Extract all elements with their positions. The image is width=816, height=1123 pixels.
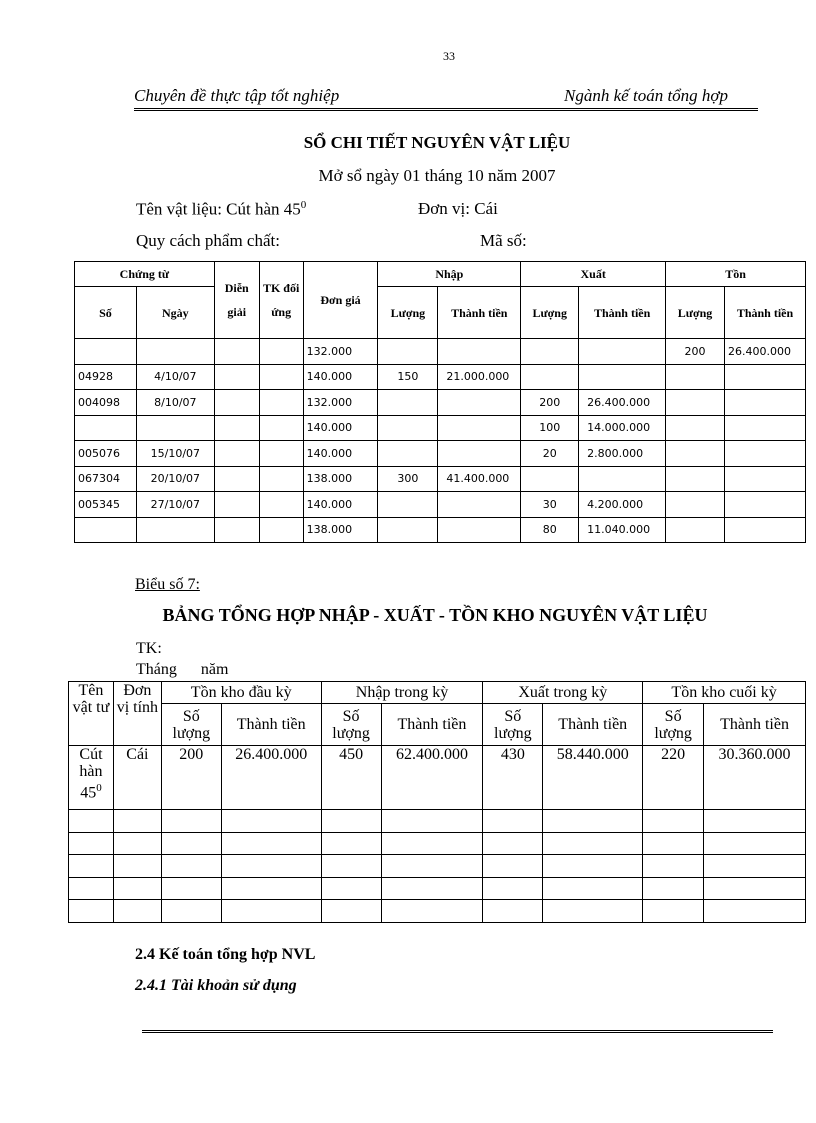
cell-x_l: 200 (521, 390, 579, 416)
cell-x_t: 2.800.000 (579, 441, 666, 467)
cell-ten: Cút hàn $45^0$ (69, 746, 114, 810)
cell-n_t: 41.400.000 (438, 466, 521, 492)
cell-x_t (579, 466, 666, 492)
table-row (75, 517, 806, 543)
cell-n_l (378, 441, 438, 467)
cell-n-sl: 450 (321, 746, 381, 810)
col-thanh-tien: Thành tiền (543, 704, 643, 746)
cell-x_l: 30 (521, 492, 579, 518)
empty-cell (161, 832, 221, 855)
cell-t_l (666, 441, 725, 467)
empty-cell (483, 810, 543, 833)
cell-x_l: 100 (521, 415, 579, 441)
cell-ngay (136, 339, 214, 365)
ledger-opened-date: Mở sổ ngày 01 tháng 10 năm 2007 (318, 166, 556, 185)
empty-cell (543, 855, 643, 878)
col-ten-vat-tu: Tên vật tư (69, 682, 114, 746)
cell-tk (259, 492, 303, 518)
cell-t_t (724, 466, 805, 492)
col-nhap-thanh-tien: Thành tiền (438, 287, 521, 339)
col-xuat-trong-ky: Xuất trong kỳ (483, 682, 643, 704)
cell-dg (214, 466, 259, 492)
cell-ngay: 4/10/07 (136, 364, 214, 390)
table-row (75, 364, 806, 390)
header-right: Ngành kế toán tổng hợp (564, 86, 728, 105)
cell-so: 005345 (75, 492, 137, 518)
unit: Đơn vị: Cái (418, 199, 498, 218)
empty-cell (161, 900, 221, 923)
cell-x-tt: 58.440.000 (543, 746, 643, 810)
cell-n_l: 300 (378, 466, 438, 492)
col-so-luong: Số lượng (643, 704, 704, 746)
cell-ngay: 8/10/07 (136, 390, 214, 416)
summary-title: BẢNG TỔNG HỢP NHẬP - XUẤT - TỒN KHO NGUYÊN VẬT LIỆU (162, 605, 708, 625)
empty-cell (113, 877, 161, 900)
cell-don_gia: 140.000 (303, 415, 378, 441)
empty-cell (643, 832, 704, 855)
cell-td-tt: 26.400.000 (221, 746, 321, 810)
col-chung-tu: Chứng từ (75, 262, 215, 287)
cell-t_t (724, 415, 805, 441)
col-xuat-luong: Lượng (521, 287, 579, 339)
cell-t_t (724, 364, 805, 390)
table-row (69, 746, 806, 810)
cell-ngay: 20/10/07 (136, 466, 214, 492)
cell-dg (214, 415, 259, 441)
cell-tk (259, 390, 303, 416)
ledger-table (74, 261, 806, 543)
empty-cell (704, 810, 806, 833)
col-ton-dau-ky: Tồn kho đầu kỳ (161, 682, 321, 704)
empty-cell (69, 855, 114, 878)
cell-x_l (521, 364, 579, 390)
col-thanh-tien: Thành tiền (381, 704, 483, 746)
empty-cell (221, 900, 321, 923)
cell-n_l (378, 390, 438, 416)
empty-cell (543, 810, 643, 833)
cell-tk (259, 466, 303, 492)
table-row (75, 466, 806, 492)
cell-so: 04928 (75, 364, 137, 390)
tk-label: TK: (136, 640, 162, 657)
col-ngay: Ngày (136, 287, 214, 339)
col-so: Số (75, 287, 137, 339)
cell-n_t (438, 339, 521, 365)
cell-so: 005076 (75, 441, 137, 467)
table-row (69, 832, 806, 855)
cell-dg (214, 339, 259, 365)
cell-tc-sl: 220 (643, 746, 704, 810)
empty-cell (483, 900, 543, 923)
table-row (75, 492, 806, 518)
cell-x_t (579, 339, 666, 365)
section-2-4: 2.4 Kế toán tổng hợp NVL (135, 946, 316, 963)
month-year-label: Tháng năm (136, 661, 229, 678)
table-row (69, 810, 806, 833)
col-don-gia: Đơn giá (303, 262, 378, 339)
section-2-4-1: 2.4.1 Tài khoản sử dụng (135, 977, 297, 994)
empty-cell (113, 832, 161, 855)
cell-n_l (378, 415, 438, 441)
empty-cell (543, 877, 643, 900)
cell-ngay (136, 517, 214, 543)
table-row (75, 415, 806, 441)
cell-don_gia: 132.000 (303, 339, 378, 365)
cell-don_gia: 140.000 (303, 364, 378, 390)
col-nhap-trong-ky: Nhập trong kỳ (321, 682, 483, 704)
empty-cell (113, 900, 161, 923)
empty-cell (221, 810, 321, 833)
table-row (75, 339, 806, 365)
empty-cell (643, 810, 704, 833)
empty-cell (161, 810, 221, 833)
empty-cell (381, 900, 483, 923)
cell-n_l (378, 492, 438, 518)
summary-table (68, 681, 806, 923)
cell-t_t (724, 517, 805, 543)
code: Mã số: (480, 231, 527, 250)
cell-dg (214, 364, 259, 390)
empty-cell (113, 810, 161, 833)
cell-x_l (521, 339, 579, 365)
cell-n_t (438, 517, 521, 543)
empty-cell (161, 855, 221, 878)
cell-dvt: Cái (113, 746, 161, 810)
cell-t_l (666, 415, 725, 441)
table-row (69, 877, 806, 900)
empty-cell (381, 877, 483, 900)
cell-dg (214, 517, 259, 543)
cell-x_l: 20 (521, 441, 579, 467)
col-ton-cuoi-ky: Tồn kho cuối kỳ (643, 682, 806, 704)
cell-t_l (666, 466, 725, 492)
table-row (69, 900, 806, 923)
cell-dg (214, 441, 259, 467)
cell-tk (259, 517, 303, 543)
empty-cell (321, 900, 381, 923)
cell-t_l (666, 492, 725, 518)
cell-tk (259, 339, 303, 365)
cell-x-sl: 430 (483, 746, 543, 810)
cell-n_l: 150 (378, 364, 438, 390)
col-thanh-tien: Thành tiền (704, 704, 806, 746)
material-name: Tên vật liệu: Cút hàn $45^0$ (136, 199, 307, 219)
col-thanh-tien: Thành tiền (221, 704, 321, 746)
header-left: Chuyên đề thực tập tốt nghiệp (134, 86, 340, 105)
empty-cell (113, 855, 161, 878)
cell-t_l (666, 364, 725, 390)
col-xuat-thanh-tien: Thành tiền (579, 287, 666, 339)
col-dien-giai: Diễn giải (214, 262, 259, 339)
empty-cell (221, 855, 321, 878)
col-don-vi-tinh: Đơn vị tính (113, 682, 161, 746)
empty-cell (643, 900, 704, 923)
empty-cell (643, 855, 704, 878)
cell-n_t (438, 441, 521, 467)
cell-x_t: 26.400.000 (579, 390, 666, 416)
cell-t_t (724, 441, 805, 467)
cell-so (75, 415, 137, 441)
cell-x_t (579, 364, 666, 390)
empty-cell (543, 832, 643, 855)
col-nhap-luong: Lượng (378, 287, 438, 339)
col-so-luong: Số lượng (483, 704, 543, 746)
empty-cell (704, 877, 806, 900)
spec: Quy cách phẩm chất: (136, 231, 280, 250)
cell-t_t (724, 390, 805, 416)
col-so-luong: Số lượng (321, 704, 381, 746)
col-xuat: Xuất (521, 262, 666, 287)
empty-cell (704, 832, 806, 855)
cell-ngay: 15/10/07 (136, 441, 214, 467)
cell-n_t (438, 390, 521, 416)
cell-t_t: 26.400.000 (724, 339, 805, 365)
col-nhap: Nhập (378, 262, 521, 287)
col-ton-thanh-tien: Thành tiền (724, 287, 805, 339)
empty-cell (69, 900, 114, 923)
cell-tk (259, 441, 303, 467)
cell-tk (259, 415, 303, 441)
cell-n-tt: 62.400.000 (381, 746, 483, 810)
col-tk-doi-ung: TK đối ứng (259, 262, 303, 339)
empty-cell (704, 855, 806, 878)
empty-cell (221, 877, 321, 900)
table-row (75, 390, 806, 416)
col-ton: Tồn (666, 262, 806, 287)
table-row (69, 855, 806, 878)
cell-x_t: 11.040.000 (579, 517, 666, 543)
cell-so (75, 517, 137, 543)
cell-don_gia: 140.000 (303, 492, 378, 518)
empty-cell (221, 832, 321, 855)
footer-rule (142, 1030, 773, 1035)
cell-so (75, 339, 137, 365)
empty-cell (321, 877, 381, 900)
cell-n_t (438, 415, 521, 441)
cell-dg (214, 390, 259, 416)
cell-x_l (521, 466, 579, 492)
cell-n_t (438, 492, 521, 518)
cell-don_gia: 140.000 (303, 441, 378, 467)
table-row (75, 441, 806, 467)
cell-t_l: 200 (666, 339, 725, 365)
empty-cell (161, 877, 221, 900)
cell-so: 004098 (75, 390, 137, 416)
bieu-label: Biểu số 7: (135, 576, 200, 593)
cell-x_t: 14.000.000 (579, 415, 666, 441)
page-header (134, 86, 758, 111)
cell-ngay (136, 415, 214, 441)
empty-cell (69, 810, 114, 833)
cell-don_gia: 138.000 (303, 517, 378, 543)
cell-x_t: 4.200.000 (579, 492, 666, 518)
empty-cell (381, 810, 483, 833)
empty-cell (543, 900, 643, 923)
empty-cell (321, 832, 381, 855)
cell-n_l (378, 517, 438, 543)
cell-don_gia: 132.000 (303, 390, 378, 416)
cell-ngay: 27/10/07 (136, 492, 214, 518)
col-so-luong: Số lượng (161, 704, 221, 746)
cell-x_l: 80 (521, 517, 579, 543)
empty-cell (704, 900, 806, 923)
page-number: 33 (443, 49, 455, 63)
empty-cell (643, 877, 704, 900)
empty-cell (483, 832, 543, 855)
ledger-title: SỔ CHI TIẾT NGUYÊN VẬT LIỆU (303, 133, 571, 152)
cell-t_l (666, 390, 725, 416)
empty-cell (483, 855, 543, 878)
cell-don_gia: 138.000 (303, 466, 378, 492)
col-ton-luong: Lượng (666, 287, 725, 339)
empty-cell (321, 855, 381, 878)
cell-n_l (378, 339, 438, 365)
cell-t_t (724, 492, 805, 518)
empty-cell (381, 855, 483, 878)
cell-t_l (666, 517, 725, 543)
cell-tc-tt: 30.360.000 (704, 746, 806, 810)
empty-cell (69, 877, 114, 900)
cell-tk (259, 364, 303, 390)
empty-cell (483, 877, 543, 900)
cell-dg (214, 492, 259, 518)
empty-cell (69, 832, 114, 855)
empty-cell (321, 810, 381, 833)
cell-so: 067304 (75, 466, 137, 492)
cell-td-sl: 200 (161, 746, 221, 810)
cell-n_t: 21.000.000 (438, 364, 521, 390)
empty-cell (381, 832, 483, 855)
